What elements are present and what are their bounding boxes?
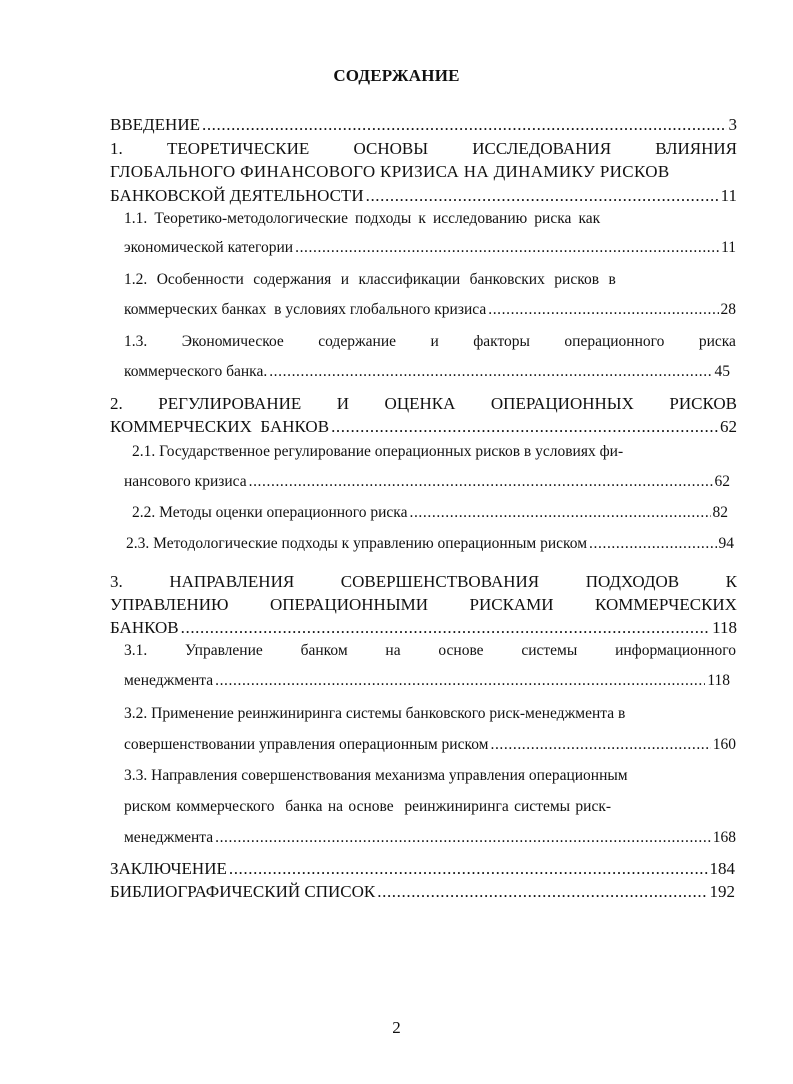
leader-dots: [249, 474, 713, 490]
toc-page-number: 192: [709, 882, 735, 901]
toc-entry-text: экономической категории: [124, 239, 294, 256]
toc-page-number: 28: [720, 301, 736, 318]
toc-entry-text: риском коммерческого банка на основе реинжиниринга системы риск-: [124, 798, 612, 815]
page-title: СОДЕРЖАНИЕ: [333, 66, 460, 85]
toc-entry-text: КОММЕРЧЕСКИХ БАНКОВ: [110, 417, 330, 436]
toc-chapter-2-line-2[interactable]: [110, 418, 737, 435]
toc-section-2-2[interactable]: [132, 505, 728, 521]
heading-word: КОММЕРЧЕСКИХ: [595, 595, 737, 614]
toc-entry-text: 2.2. Методы оценки операционного риска: [132, 504, 408, 521]
heading-word: на: [385, 642, 401, 659]
toc-page-number: 62: [714, 473, 730, 490]
toc-entry-text: нансового кризиса: [124, 473, 247, 490]
toc-entry-conclusion[interactable]: [110, 860, 735, 877]
toc-section-2-1-line-1[interactable]: [132, 444, 737, 460]
leader-dots: [229, 860, 708, 877]
leader-dots: [295, 240, 719, 256]
toc-section-3-2-line-2[interactable]: [124, 737, 736, 753]
heading-word: ПОДХОДОВ: [585, 572, 680, 591]
heading-word: системы: [521, 642, 578, 659]
toc-section-1-1-line-1[interactable]: [124, 211, 736, 227]
chapter-number: 2.: [110, 394, 123, 413]
leader-dots: [366, 187, 719, 204]
toc-page-number: 3: [728, 115, 737, 134]
toc-entry-text: коммерческого банка.: [124, 363, 268, 380]
toc-entry-text: 3.2. Применение реинжиниринга системы банковского риск-менеджмента в: [124, 705, 626, 722]
toc-entry-text: 2.3. Методологические подходы к управлению операционным риском: [126, 535, 588, 552]
toc-section-3-1-line-2[interactable]: [124, 673, 730, 689]
heading-word: ИССЛЕДОВАНИЯ: [472, 139, 612, 158]
heading-word: ТЕОРЕТИЧЕСКИЕ: [166, 139, 310, 158]
toc-section-1-2-line-2[interactable]: [124, 302, 736, 318]
heading-word: К: [725, 572, 737, 591]
heading-word: И: [336, 394, 350, 413]
heading-word: ОСНОВЫ: [353, 139, 429, 158]
toc-section-1-3-line-1[interactable]: [124, 334, 736, 350]
toc-entry-intro[interactable]: [110, 116, 737, 133]
leader-dots: [331, 418, 718, 435]
toc-page-number: 62: [720, 417, 737, 436]
leader-dots: [490, 737, 710, 753]
heading-word: основе: [438, 642, 484, 659]
heading-word: УПРАВЛЕНИЮ: [110, 595, 229, 614]
toc-chapter-2-line-1[interactable]: [110, 395, 737, 412]
toc-section-3-1-line-1[interactable]: [124, 643, 736, 659]
toc-entry-text: совершенствовании управления операционным риском: [124, 736, 489, 753]
toc-page-number: 184: [709, 859, 735, 878]
toc-page-number: 94: [718, 535, 734, 552]
heading-word: банком: [300, 642, 348, 659]
heading-word: РИСКОВ: [669, 394, 737, 413]
toc-entry-text: коммерческих банках в условиях глобального кризиса: [124, 301, 487, 318]
toc-entry-text: менеджмента: [124, 672, 214, 689]
heading-word: операционного: [564, 333, 665, 350]
toc-section-1-1-line-2[interactable]: [124, 240, 736, 256]
heading-word: риска: [698, 333, 736, 350]
toc-entry-text: БИБЛИОГРАФИЧЕСКИЙ СПИСОК: [110, 882, 376, 901]
chapter-number: 3.: [110, 572, 123, 591]
toc-section-3-3-line-3[interactable]: [124, 830, 736, 846]
toc-page-number: 11: [720, 186, 737, 205]
toc-section-3-2-line-1[interactable]: [124, 706, 736, 722]
leader-dots: [589, 536, 716, 552]
heading-word: содержание: [318, 333, 397, 350]
heading-word: СОВЕРШЕНСТВОВАНИЯ: [340, 572, 540, 591]
toc-page-number: 11: [721, 239, 736, 256]
toc-section-3-3-line-2[interactable]: [124, 799, 736, 815]
heading-word: 1.3.: [124, 333, 148, 350]
heading-word: факторы: [473, 333, 530, 350]
toc-section-3-3-line-1[interactable]: [124, 768, 736, 784]
toc-chapter-1-line-3[interactable]: [110, 187, 737, 204]
leader-dots: [202, 116, 727, 133]
toc-entry-text: ЗАКЛЮЧЕНИЕ: [110, 859, 227, 878]
heading-word: Экономическое: [181, 333, 284, 350]
heading-word: ОЦЕНКА: [384, 394, 456, 413]
heading-word: РИСКАМИ: [469, 595, 554, 614]
heading-word: ВЛИЯНИЯ: [655, 139, 737, 158]
toc-chapter-1-line-1[interactable]: [110, 140, 737, 157]
toc-page-number: 168: [712, 829, 736, 846]
leader-dots: [215, 830, 711, 846]
toc-section-1-2-line-1[interactable]: [124, 272, 736, 288]
toc-page-number: 118: [707, 672, 730, 689]
toc-entry-bibliography[interactable]: [110, 883, 735, 900]
toc-chapter-3-line-2[interactable]: [110, 596, 737, 613]
heading-word: и: [430, 333, 439, 350]
toc-section-2-3[interactable]: [126, 536, 734, 552]
toc-page-number: 160: [712, 736, 736, 753]
chapter-number: 1.: [110, 139, 123, 158]
toc-chapter-3-line-3[interactable]: [110, 619, 737, 636]
heading-word: НАПРАВЛЕНИЯ: [169, 572, 295, 591]
toc-entry-text: ВВЕДЕНИЕ: [110, 115, 200, 134]
toc-entry-text: 1.1. Теоретико-методологические подходы к исследованию риска как: [124, 210, 601, 227]
heading-word: ОПЕРАЦИОННЫМИ: [269, 595, 429, 614]
leader-dots: [488, 302, 718, 318]
toc-entry-text: БАНКОВ: [110, 618, 179, 637]
toc-entry-text: БАНКОВСКОЙ ДЕЯТЕЛЬНОСТИ: [110, 186, 364, 205]
heading-word: РЕГУЛИРОВАНИЕ: [158, 394, 302, 413]
toc-entry-text: 2.1. Государственное регулирование операционных рисков в условиях фи-: [132, 443, 624, 460]
toc-entry-text: менеджмента: [124, 829, 214, 846]
toc-page-number: 45: [714, 363, 730, 380]
leader-dots: [377, 883, 707, 900]
toc-chapter-1-line-2: ГЛОБАЛЬНОГО ФИНАНСОВОГО КРИЗИСА НА ДИНАМИКУ РИСКОВ: [110, 162, 670, 181]
toc-section-1-3-line-2[interactable]: [124, 364, 730, 380]
toc-entry-text: 3.3. Направления совершенствования механизма управления операционным: [124, 767, 628, 784]
leader-dots: [269, 364, 712, 380]
leader-dots: [181, 619, 711, 636]
heading-word: Управление: [185, 642, 263, 659]
heading-word: ОПЕРАЦИОННЫХ: [490, 394, 634, 413]
leader-dots: [409, 505, 710, 521]
toc-entry-text: 1.2. Особенности содержания и классификации банковских рисков в: [124, 271, 616, 288]
heading-word: 3.1.: [124, 642, 148, 659]
heading-word: информационного: [615, 642, 736, 659]
toc-chapter-3-line-1[interactable]: [110, 573, 737, 590]
page-number: 2: [392, 1018, 401, 1037]
leader-dots: [215, 673, 705, 689]
toc-section-2-1-line-2[interactable]: [124, 474, 730, 490]
toc-page-number: 82: [712, 504, 728, 521]
toc-page-number: 118: [712, 618, 737, 637]
